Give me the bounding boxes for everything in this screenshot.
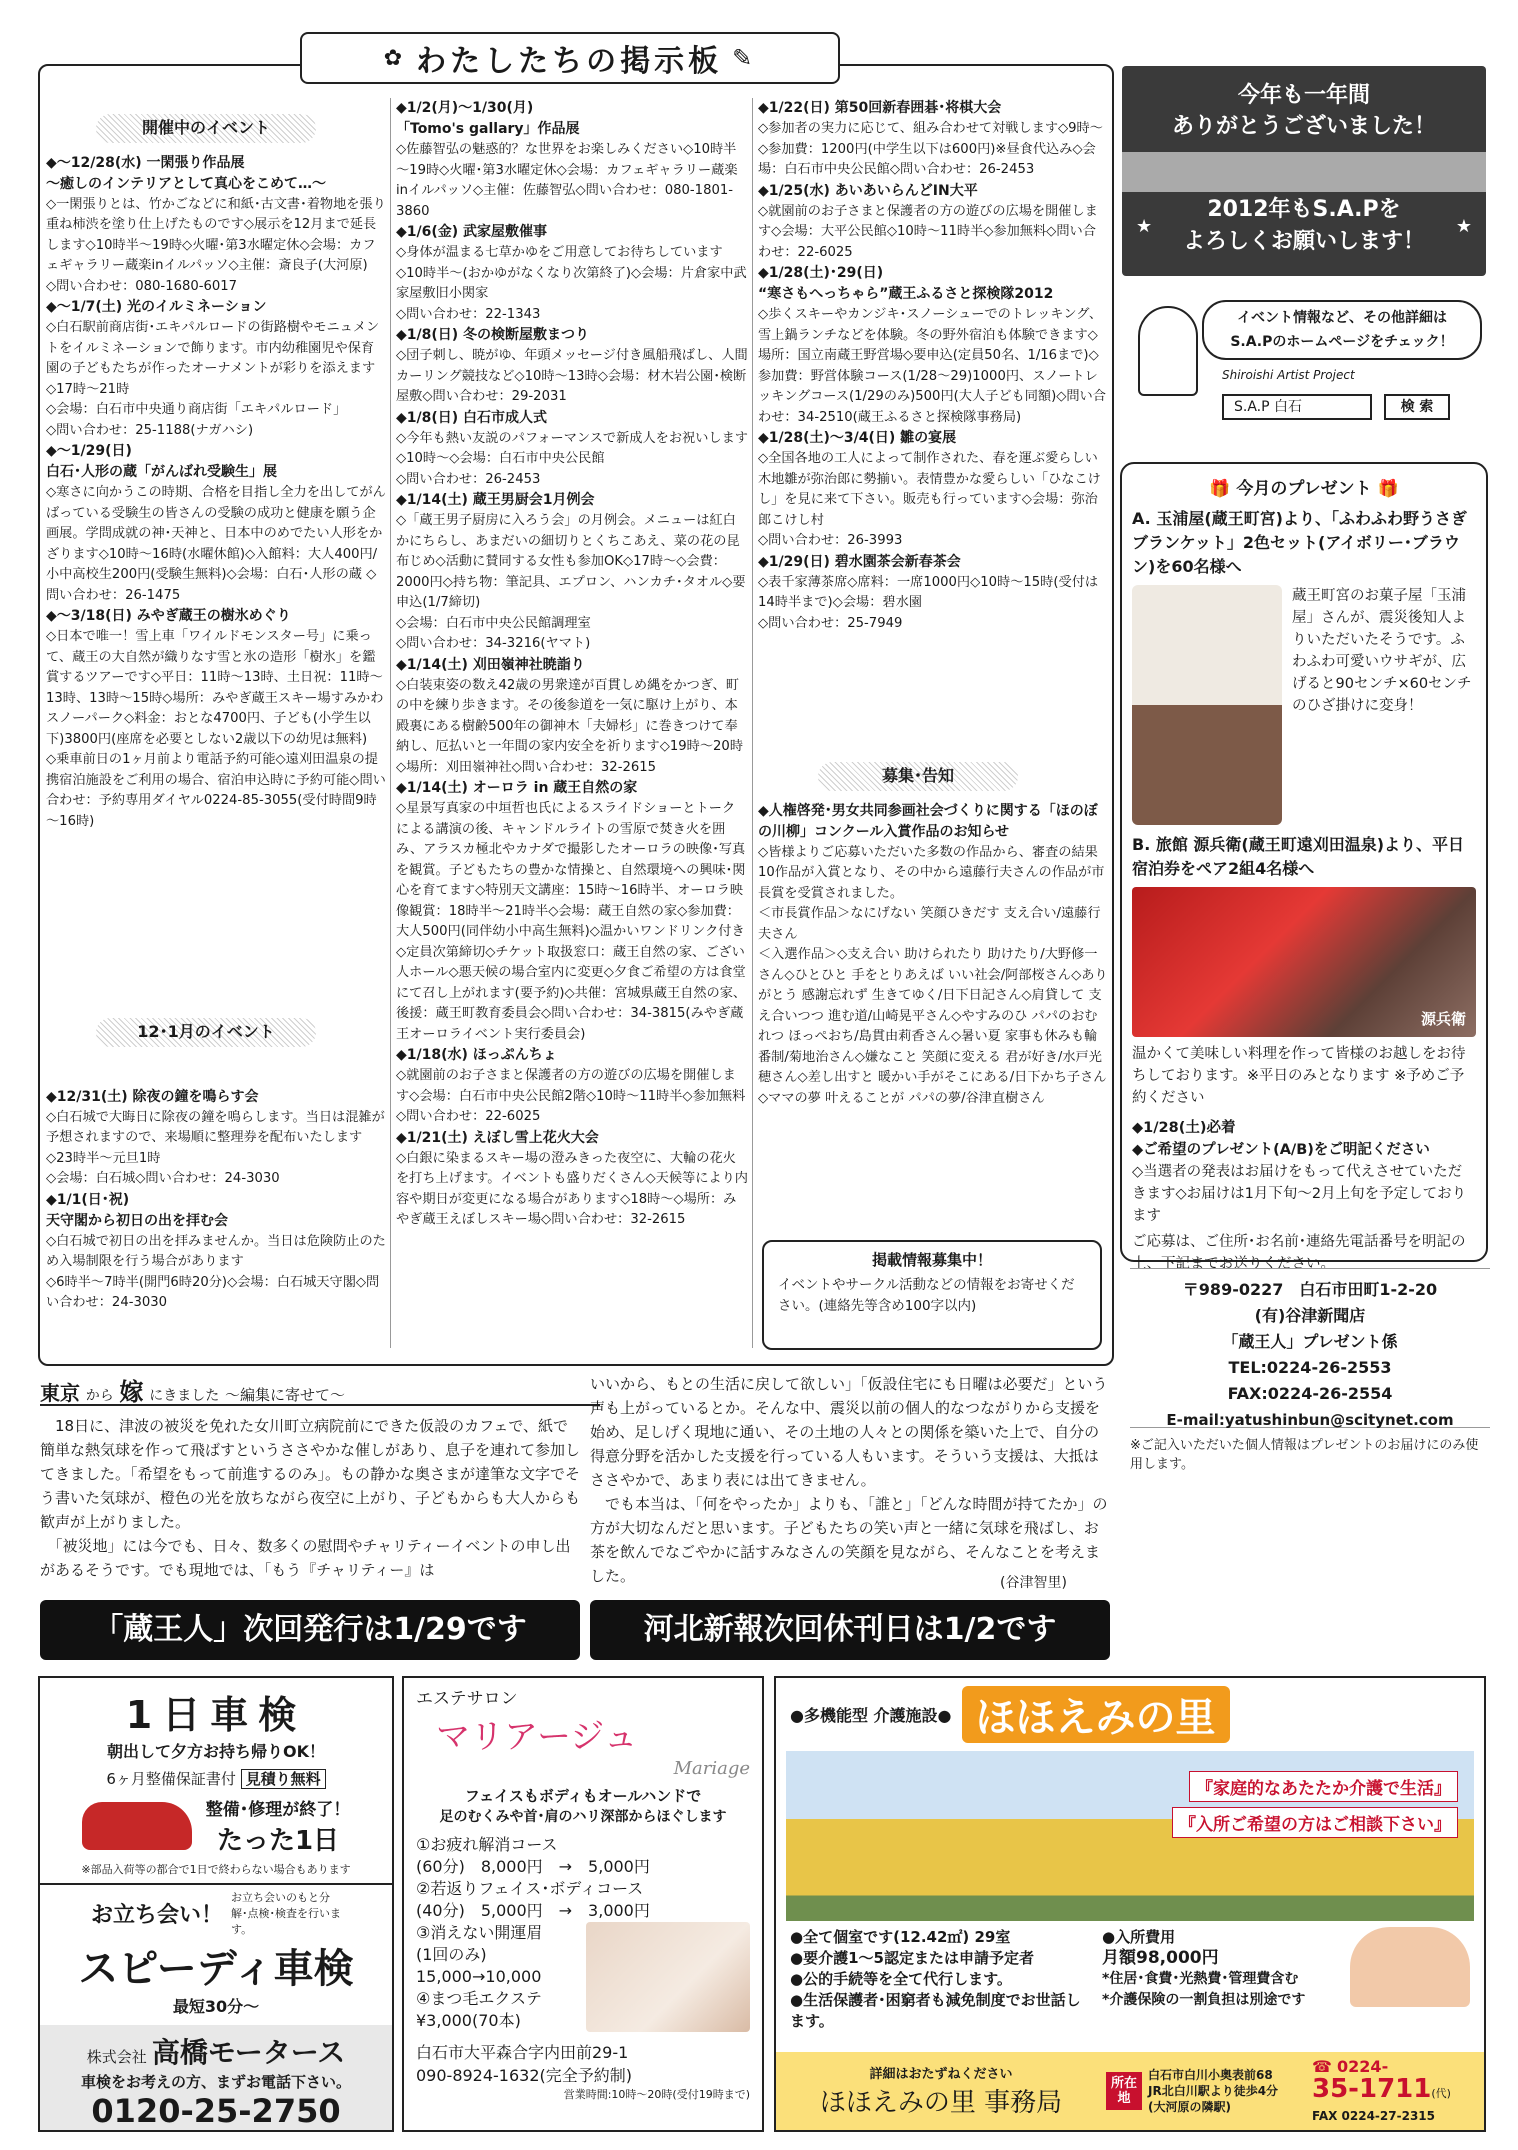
notice-body: イベントやサークル活動などの情報をお寄せください。(連絡先等含め100字以内) — [778, 1277, 1075, 1314]
page-title — [300, 32, 840, 84]
ad-hohoemi — [774, 1676, 1486, 2132]
ad-shaken-tachiai: お立ち会い！ — [90, 1902, 223, 1928]
next-issue-bar: 「蔵王人」次回発行は1/29です — [40, 1600, 580, 1660]
event-detail: ◇身体が温まる七草かゆをご用意してお待ちしています◇10時半～(おかゆがなくなり次第終了)◇会場：片倉家中武家屋敷旧小関家 — [396, 245, 747, 301]
gift-icon: 🎁 — [1209, 479, 1231, 499]
event-heading: ◆～1/29(日) — [46, 443, 132, 459]
address: 〒989-0227 白石市田町1-2-20 — [1182, 1280, 1438, 1299]
ad-mariage-esthe: エステサロン — [416, 1689, 518, 1709]
present-how-title: ◆ご希望のプレゼント(A/B)をご明記ください — [1132, 1142, 1430, 1158]
snow-scene — [1122, 152, 1486, 192]
pencil-icon: ✎ — [732, 44, 757, 72]
section-heading-dec-jan: 12･1月のイベント — [96, 1018, 316, 1047]
ad-hohoemi-copy2: 『入所ご希望の方はご相談下さい』 — [1172, 1807, 1458, 1838]
event-heading: ◆12/31(土) 除夜の鐘を鳴らす会 — [46, 1088, 259, 1105]
event-heading: ～癒しのインテリアとして真心をこめて…～ — [46, 175, 326, 192]
kahoku-holiday-bar: 河北新報次回休刊日は1/2です — [590, 1600, 1110, 1660]
event-list — [396, 98, 748, 1231]
phone-icon: ☎ — [1312, 2056, 1332, 2076]
event-heading: ◆1/29(日) 碧水園茶会新春茶会 — [758, 553, 961, 570]
blanket-image — [1132, 585, 1282, 825]
present-b-title: B. 旅館 源兵衛(蔵王町遠刈田温泉)より、平日宿泊券をペア2組4名様へ — [1132, 835, 1465, 878]
location-line: 白石市白川小奥表前68 — [1148, 2068, 1273, 2082]
event-heading: ◆1/25(水) あいあいらんどIN大平 — [758, 182, 978, 199]
event-detail: ◇歩くスキーやカンジキ･スノーシューでのトレッキング、雪上鍋ランチなどを体験。冬の野外宿泊も体験できます◇場所：国立南蔵王野営場◇要申込(定員50名、1/16まで)◇参加費：野営体験コース(1/28～29)1000円、スノートレッキングコース(1/29のみ)500円(大人子ども同額)◇問い合わせ：34-2510(蔵王ふるさと探検隊事務局) — [758, 307, 1106, 425]
menu-price: 15,000→10,000 — [416, 1967, 542, 1986]
event-detail: ◇団子刺し、暁がゆ、年頭メッセージ付き風船飛ばし、人間カーリング競技など◇10時～13時◇会場：材木岩公園･検断屋敷◇問い合わせ：29-2031 — [396, 348, 748, 404]
essay-left: 18日に、津波の被災を免れた女川町立病院前にできた仮設のカフェで、紙で簡単な熱気球を作って飛ばすというささやかな催しがあり、息子を連れて参加してきました。「希望をもって前進するのみ」。もの静かな奥さまが達筆な文字でそう書いた気球が、橙色の光を放ちながら夜空に上がり、子どもからも大人からも歓声が上がりました。 「被災地」には今でも、日々、数多くの慰問やチャリティーイベントの申し出があるそうです。でも現地では、「もう『チャリティー』は — [40, 1417, 580, 1579]
ad-mariage-hours: 営業時間:10時～20時(受付19時まで) — [563, 2088, 750, 2101]
present-apply: ご応募は、ご住所･お名前･連絡先電話番号を明記の上、下記までお送りください。 — [1132, 1234, 1466, 1272]
ad-hohoemi-copy1: 『家庭的なあたたか介護で生活』 — [1189, 1771, 1458, 1802]
massage-image — [586, 1922, 750, 2032]
sap-bubble — [1202, 300, 1482, 360]
divider — [752, 98, 753, 1348]
event-heading: ◆1/8(日) 冬の検断屋敷まつり — [396, 327, 590, 343]
thanks-line2: ありがとうございました！ — [1171, 114, 1436, 139]
event-heading: ◆1/1(日･祝) — [46, 1191, 130, 1208]
ad-mariage-tag1: フェイスもボディもオールハンドで — [464, 1787, 702, 1805]
fee: 月額98,000円 — [1102, 1948, 1219, 1968]
ad-shaken-one-day: たった1日 — [216, 1826, 340, 1856]
event-heading: 「Tomo's gallary」作品展 — [396, 121, 580, 137]
ad-shaken-call: 車検をお考えの方、まずお電話下さい。 — [80, 2073, 351, 2091]
event-detail: ◇問い合わせ：25-7949 — [758, 615, 903, 631]
ad-mariage-latin: Mariage — [673, 1758, 750, 1779]
ad-shaken-tachiai-note: お立ち会いのもと分解･点検･検査を行います。 — [231, 1891, 341, 1936]
essay-title-d: にきました — [149, 1388, 220, 1404]
event-heading: ◆1/14(土) 蔵王男厨会1月例会 — [396, 492, 595, 508]
event-detail: ◇6時半～7時半(開門6時20分)◇会場：白石城天守閣◇問い合わせ：24-3030 — [46, 1274, 380, 1310]
section-heading-events-now: 開催中のイベント — [96, 114, 316, 143]
event-detail: ◇今年も熱い友説のパフォーマンスで新成人をお祝いします◇10時～◇会場：白石市中央公民館 — [396, 430, 748, 466]
menu-note: (1回のみ) — [416, 1945, 487, 1964]
fax: FAX:0224-26-2554 — [1227, 1384, 1393, 1403]
ad-hohoemi-name: ほほえみの里 — [962, 1686, 1230, 1743]
sap-mascot-icon — [1138, 306, 1198, 396]
ad-shaken-shortest: 最短30分～ — [172, 1997, 260, 2016]
event-detail: ◇問い合わせ：34-3216(ヤマト) — [396, 636, 591, 651]
tel-prefix: 0224- — [1337, 2056, 1389, 2076]
event-detail: ◇白装束姿の数え42歳の男衆達が百貫しめ縄をかつぎ、町の中を練り歩きます。その後参道を一気に駆け上がり、本殿裏にある樹齢500年の御神木「夫婦杉」に巻きつけて奉納し、厄払いと一年間の家内安全を祈ります◇19時～20時◇場所：刈田嶺神社◇問い合わせ：32-2615 — [396, 677, 744, 775]
feature: ●要介護1～5認定または申請予定者 — [790, 1949, 1034, 1967]
event-heading: ◆1/14(土) 刈田嶺神社暁詣り — [396, 656, 585, 673]
fee-note: *介護保険の一割負担は別途です — [1102, 1992, 1306, 2008]
ad-shaken-warranty: 6ヶ月整備保証書付 — [106, 1770, 236, 1788]
essay-title-a: 東京 — [40, 1381, 80, 1405]
fee-note: *住居･食費･光熱費･管理費含む — [1102, 1971, 1299, 1987]
ad-shaken-note: ※部品入荷等の都合で1日で終わらない場合もあります — [81, 1863, 351, 1876]
sap-search-button[interactable]: 検 索 — [1384, 394, 1450, 420]
section-heading-recruit: 募集･告知 — [818, 762, 1018, 791]
event-detail: ◇会場：白石市中央公民館調理室 — [396, 615, 591, 631]
car-icon — [82, 1802, 192, 1850]
event-heading: ◆人権啓発･男女共同参画社会づくりに関する「ほのぼの川柳」コンクール入賞作品のお知らせ — [758, 802, 1098, 840]
event-detail: ◇問い合わせ：25-1188(ナガハシ) — [46, 422, 254, 438]
feature: ●全て個室です(12.42㎡) 29室 — [790, 1928, 1011, 1946]
event-detail: ◇会場：白石城◇問い合わせ：24-3030 — [46, 1171, 280, 1186]
menu-item: ④まつ毛エクステ — [416, 1989, 542, 2008]
sap-bubble-line1: イベント情報など、その他詳細は — [1237, 310, 1447, 326]
column-events-dec-jan — [46, 1012, 386, 1352]
caregiver-image — [1350, 1927, 1470, 2007]
event-detail: ◇問い合わせ：26-3993 — [758, 533, 903, 548]
column-recruit — [758, 756, 1108, 1226]
present-address — [1130, 1268, 1490, 1428]
menu-price: (60分) 8,000円 → 5,000円 — [416, 1857, 650, 1876]
essay-right: いいから、もとの生活に戻して欲しい」「仮設住宅にも日曜は必要だ」という声も上がっているとか。そんな中、震災以前の個人的なつながりから支援を始め、足しげく現地に通い、その土地の人々との関係を築いた上で、自分の得意分野を活かした支援を行っている人もいます。そういう支援は、大抵はささやかで、あまり表には出てきません。 でも本当は、「何をやったか」よりも、「誰と」「どんな時間が持てたか」の方が大切なんだと思います。子どもたちの笑い声と一緒に気球を飛ばし、お茶を飲んでなごやかに話すみなさんの笑顔を見ながら、そんなことを考えました。 — [590, 1375, 1108, 1584]
event-detail: ◇日本で唯一！雪上車「ワイルドモンスター号」に乗って、蔵王の大自然が織りなす雪と氷の造形「樹氷」を鑑賞するツアーです◇平日：11時～13時、土日祝：11時～13時、13時～15時◇場所：みやぎ蔵王スキー場すみかわスノーパーク◇料金：おとな4700円、子ども(小学生以下)3800円(座席を必要としない2歳以下の幼児は無料) — [46, 629, 384, 747]
ad-shaken-done: 整備･修理が終了！ — [205, 1800, 351, 1820]
notice-title: 掲載情報募集中！ — [871, 1251, 992, 1269]
thanks-line3: 2012年もS.A.Pを — [1207, 197, 1401, 222]
event-detail: ◇寒さに向かうこの時期、合格を目指し全力を出してがんばっている受験生の皆さんの受験の成功と健康を願う企画展。学問成就の神･天神と、日本中のめでたい人形をかざります◇10時～16時(水曜休館)◇入館料：大人400円/小中高校生200円(受験生無料)◇会場：白石･人形の蔵 ◇問い合わせ：26-1475 — [46, 485, 386, 603]
event-detail: ◇「蔵王男子厨房に入ろう会」の月例会。メニューは紅白かにちらし、あまだいの細切りとくちこあえ、菜の花の昆布じめ◇活動に賛同する女性も参加OK◇17時～◇会費：2000円◇持ち物：筆記具、エプロン、ハンカチ･タオル◇要申込(1/7締切) — [396, 513, 746, 610]
ad-mariage-address: 白石市大平森合字内田前29-1 — [416, 2043, 629, 2062]
ad-shaken — [38, 1676, 394, 2132]
ad-hohoemi-detail: 詳細はおたずねください — [869, 2067, 1013, 2082]
star-icon: ★ — [1455, 216, 1472, 237]
event-detail: ◇星景写真家の中垣哲也氏によるスライドショーとトークによる講演の後、キャンドルライトの雪原で焚き火を囲み、アラスカ極北やカナダで撮影したオーロラの映像･写真を観賞。子どもたちの豊かな情操と、自然環境への興味･関心を育てます◇特別天文講座：15時～16時半、オーロラ映像観賞：18時半～21時半◇会場：蔵王自然の家◇参加費：大人500円(同伴幼小中高生無料)◇温かいワンドリンク付き◇定員次第締切◇チケット取扱窓口：蔵王自然の家、ござい人ホール◇悪天候の場合室内に変更◇夕食ご希望の方は食堂にて召し上がれます(要予約)◇共催：宮城県蔵王自然の家、後援：蔵王町教育委員会◇問い合わせ：34-3815(みやぎ蔵王オーロライベント実行委員会) — [396, 801, 747, 1042]
tel-suffix: (代) — [1431, 2086, 1451, 2100]
present-a-title: A. 玉浦屋(蔵王町宮)より、「ふわふわ野うさぎブランケット」2色セット(アイボリー･ブラウン)を60名様へ — [1132, 509, 1467, 576]
event-detail: ◇白銀に染まるスキー場の澄みきった夜空に、大輪の花火を打ち上げます。イベントも盛りだくさん◇天候等により内容や期日が変更になる場合があります◇18時～◇場所：みやぎ蔵王えぼしスキー場◇問い合わせ：32-2615 — [396, 1150, 748, 1227]
gift-icon: 🎁 — [1377, 479, 1399, 499]
ad-mariage-name: マリアージュ — [436, 1717, 638, 1757]
menu-item: ①お疲れ解消コース — [416, 1835, 558, 1854]
present-deadline: ◆1/28(土)必着 — [1132, 1120, 1236, 1136]
ad-mariage — [402, 1676, 764, 2132]
event-heading: ◆1/2(月)～1/30(月) — [396, 100, 534, 116]
event-detail: ◇白石城で初日の出を拝みませんか。当日は危険防止のため入場制限を行う場合があります — [46, 1233, 386, 1269]
event-list — [758, 98, 1108, 634]
event-detail: ◇会場：白石市中央通り商店街「エキパルロード」 — [46, 402, 347, 417]
event-detail: ◇表千家薄茶席◇席料：一席1000円◇10時～15時(受付は14時半まで)◇会場：碧水園 — [758, 574, 1099, 610]
feature: ●生活保護者･困窮者も減免制度でお世話します。 — [790, 1991, 1081, 2030]
event-detail: ◇問い合わせ：22-1343 — [396, 306, 541, 322]
ad-shaken-speedy: スピーディ車検 — [78, 1946, 354, 1992]
present-a-body: 蔵王町宮のお菓子屋「玉浦屋」さんが、震災後知人よりいただいたそうです。ふわふわ可愛いウサギが、広げると90センチ×60センチのひざ掛けに変身！ — [1292, 588, 1472, 714]
event-heading: ◆1/22(日) 第50回新春囲碁･将棋大会 — [758, 100, 1002, 116]
thanks-line4: よろしくお願いします！ — [1182, 229, 1425, 254]
event-heading: ◆1/28(土)～3/4(日) 雛の宴展 — [758, 430, 957, 446]
event-detail: ◇白石城で大晦日に除夜の鐘を鳴らします。当日は混雑が予想されますので、来場順に整理券を配布いたします◇23時半～元旦1時 — [46, 1109, 385, 1166]
event-heading: ◆1/18(水) ほっぷんちょ — [396, 1047, 557, 1063]
event-heading: ◆1/6(金) 武家屋敷催事 — [396, 224, 548, 240]
email[interactable]: E-mail:yatushinbun@scitynet.com — [1166, 1411, 1454, 1429]
event-detail: ◇皆様よりご応募いただいた多数の作品から、審査の結果10作品が入賞となり、その中から遠藤行夫さんの作品が市長賞を受賞されました。 — [758, 844, 1105, 901]
fax-number: FAX 0224-27-2315 — [1312, 2108, 1435, 2123]
sap-search-input[interactable]: S.A.P 白石 — [1222, 394, 1372, 420]
event-heading: “寒さもへっちゃら”蔵王ふるさと探検隊2012 — [758, 286, 1054, 302]
location-line: JR北白川駅より徒歩4分 — [1148, 2084, 1279, 2098]
sap-bubble-line2: S.A.Pのホームページをチェック！ — [1230, 334, 1454, 350]
thanks-line1: 今年も一年間 — [1237, 83, 1370, 108]
banner-title: わたしたちの掲示板 — [416, 44, 723, 79]
column-events-late-jan — [758, 98, 1108, 758]
event-detail: ◇就園前のお子さまと保護者の方の遊びの広場を開催します◇会場：白石市中央公民館2階◇10時～11時半◇参加無料◇問い合わせ：22-6025 — [396, 1068, 746, 1124]
divider — [390, 98, 391, 1348]
ad-hohoemi-type: ●多機能型 介護施設● — [790, 1706, 952, 1725]
event-heading: ◆～12/28(水) 一閑張り作品展 — [46, 154, 245, 171]
essay-title-b: から — [85, 1388, 114, 1404]
menu-item: ②若返りフェイス･ボディコース — [416, 1879, 644, 1898]
ryokan-image-label: 源兵衛 — [1420, 1010, 1466, 1028]
event-heading: ◆1/21(土) えぼし雪上花火大会 — [396, 1129, 599, 1146]
company: (有)谷津新聞店 — [1254, 1306, 1366, 1325]
event-heading: 天守閣から初日の出を拝む会 — [46, 1212, 228, 1229]
event-detail: ◇全国各地の工人によって制作された、春を運ぶ愛らしい木地雛が弥治郎に勢揃い。表情豊かな愛らしい「ひなこけし」を見に来て下さい。販売も行っています◇会場：弥治郎こけし村 — [758, 451, 1101, 528]
ad-shaken-phone[interactable]: 0120-25-2750 — [91, 2092, 341, 2130]
ad-mariage-phone[interactable]: 090-8924-1632(完全予約制) — [416, 2066, 633, 2085]
sap-promo — [1122, 286, 1486, 446]
column-events-now — [46, 108, 386, 1028]
event-detail: ◇問い合わせ：26-2453 — [396, 471, 541, 487]
feature: ●公的手続等を全て代行します。 — [790, 1970, 1012, 1988]
column-events-jan — [396, 98, 748, 1348]
ad-hohoemi-office: ほほえみの里 事務局 — [819, 2088, 1063, 2118]
ad-shaken-title: 1日車検 — [125, 1693, 307, 1737]
essay-title — [40, 1372, 600, 1406]
event-detail: ◇就園前のお子さまと保護者の方の遊びの広場を開催します◇会場：大平公民館◇10時～11時半◇参加無料◇問い合わせ：22-6025 — [758, 203, 1098, 260]
event-detail: ＜入選作品＞◇支え合い 助けられたり 助けたり/大野修一さん◇ひとひと 手をとりあえば いい社会/阿部桜さん◇ありがとう 感謝忘れず 生きてゆく/日下日記さん◇肩貸して 支え合いつつ 進む道/山崎晃平さん◇やすみのひ パパのおむれつ ほっぺおち/島貫由莉香さん◇暑い夏 家事も休みも輪番制/菊地治さん◇嫌なこと 笑顔に変える 君が好き/水戸光穂さん◇差し出すと 暖かい手がそこにある/日下かち子さん◇ママの夢 叶えることが パパの夢/谷津直樹さん — [758, 947, 1108, 1106]
ad-shaken-mitsumori: 見積り無料 — [241, 1769, 326, 1789]
event-detail: ◇白石駅前商店街･エキパルロードの街路樹やモニュメントをイルミネーションで飾ります。市内幼稚園児や保育園の子どもたちが作ったオーナメントが彩りを添えます◇17時～21時 — [46, 320, 380, 397]
event-heading: 白石･人形の蔵「がんばれ受験生」展 — [46, 464, 277, 480]
present-how-body: ◇当選者の発表はお届けをもって代えさせていただきます◇お届けは1月下旬～2月上旬を予定しております — [1132, 1164, 1467, 1224]
tel-number[interactable]: 35-1711 — [1312, 2073, 1432, 2104]
department: 「蔵王人」プレゼント係 — [1222, 1332, 1398, 1351]
event-list — [46, 1087, 386, 1314]
notice-list — [758, 801, 1108, 1110]
ad-shaken-sub: 朝出して夕方お持ち帰りOK！ — [106, 1742, 325, 1761]
location-label: 所在地 — [1106, 2072, 1142, 2110]
menu-price: ¥3,000(70本) — [416, 2011, 521, 2030]
tel: TEL:0224-26-2553 — [1228, 1358, 1392, 1377]
present-title: 今月のプレゼント — [1236, 479, 1372, 499]
event-detail: ＜市長賞作品＞なにげない 笑顔ひきだす 支え合い/遠藤行夫さん — [758, 906, 1101, 942]
event-detail: ◇乗車前日の1ヶ月前より電話予約可能◇遠刈田温泉の提携宿泊施設をご利用の場合、宿泊申込時に予約可能◇問い合わせ：予約専用ダイヤル0224-85-3055(受付時間9時～16時) — [46, 752, 386, 829]
menu-price: (40分) 5,000円 → 3,000円 — [416, 1901, 650, 1920]
sap-project-name: Shiroishi Artist Project — [1222, 368, 1355, 382]
ad-mariage-tag2: 足のむくみや首･肩のハリ深部からほぐします — [439, 1809, 727, 1825]
event-heading: ◆1/8(日) 白石市成人式 — [396, 409, 548, 426]
essay-author: (谷津智里) — [1000, 1575, 1067, 1591]
ryokan-image — [1132, 887, 1476, 1037]
event-detail: ◇参加者の実力に応じて、組み合わせて対戦します◇9時～◇参加費：1200円(中学生以下は600円)※昼食代込み◇会場：白石市中央公民館◇問い合わせ：26-2453 — [758, 121, 1103, 177]
facility-image — [786, 1751, 1474, 1921]
event-heading: ◆1/14(土) オーロラ in 蔵王自然の家 — [396, 780, 638, 796]
ad-shaken-company-prefix: 株式会社 — [86, 2048, 147, 2066]
event-detail: ◇一閑張りとは、竹かごなどに和紙･古文書･着物地を張り重ね柿渋を塗り仕上げたものです◇展示を12月まで延長します◇10時半～19時◇火曜･第3水曜定休◇会場：カフェギャラリー蔵楽inイルパッソ◇主催：斎良子(大河原) — [46, 196, 386, 273]
star-icon: ★ — [1136, 216, 1153, 237]
ad-shaken-company: 高橋モータース — [151, 2036, 346, 2069]
thanks-banner — [1122, 66, 1486, 276]
event-list — [46, 153, 386, 833]
fee-title: ●入所費用 — [1102, 1928, 1176, 1946]
flower-icon: ✿ — [383, 45, 407, 71]
location-line: (大河原の隣駅) — [1148, 2100, 1231, 2114]
event-heading: ◆～1/7(土) 光のイルミネーション — [46, 299, 267, 315]
essay-title-e: ～編集に寄せて～ — [224, 1386, 345, 1404]
event-detail: ◇佐藤智弘の魅惑的？な世界をお楽しみください◇10時半～19時◇火曜･第3水曜定休◇会場：カフェギャラリー蔵楽inイルパッソ◇主催：佐藤智弘◇問い合わせ：080-1801-3860 — [396, 142, 738, 219]
event-heading: ◆1/28(土)･29(日) — [758, 265, 884, 281]
submission-notice — [762, 1240, 1102, 1350]
menu-item: ③消えない開運眉 — [416, 1923, 543, 1942]
privacy-note: ※ご記入いただいた個人情報はプレゼントのお届けにのみ使用します。 — [1130, 1438, 1479, 1472]
event-heading: ◆～3/18(日) みやぎ蔵王の樹氷めぐり — [46, 608, 291, 624]
event-detail: ◇問い合わせ：080-1680-6017 — [46, 278, 238, 294]
present-b-body: 温かくて美味しい料理を作って皆様のお越しをお待ちしております。※平日のみとなります ※予めご予約ください — [1132, 1046, 1466, 1106]
essay-title-c: 嫁 — [119, 1378, 144, 1406]
present-box — [1120, 462, 1488, 1272]
